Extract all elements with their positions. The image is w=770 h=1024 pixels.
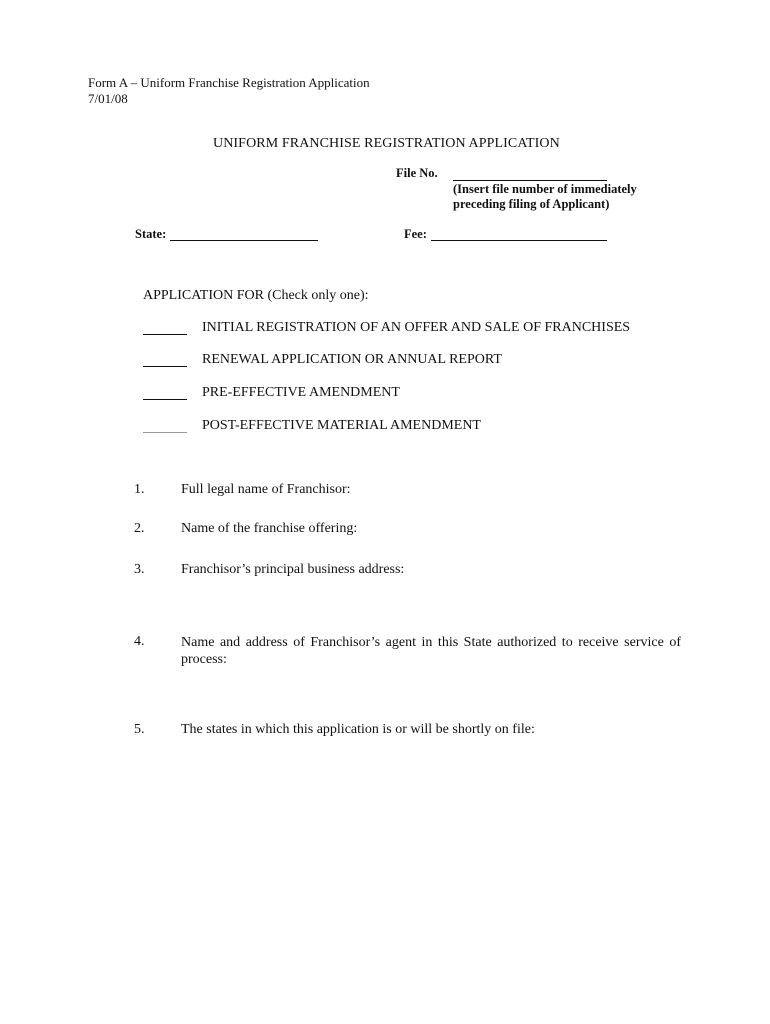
form-date: 7/01/08	[88, 91, 128, 106]
file-no-note-line2: preceding filing of Applicant)	[453, 197, 610, 211]
option-pre-effective-checkbox[interactable]	[143, 387, 187, 400]
page-title: UNIFORM FRANCHISE REGISTRATION APPLICATION	[213, 136, 560, 151]
option-initial-label: INITIAL REGISTRATION OF AN OFFER AND SALE OF FRANCHISES	[202, 320, 631, 335]
item-4-text: Name and address of Franchisor’s agent in this State authorized to receive service of process:	[181, 635, 681, 667]
fee-label: Fee:	[404, 227, 427, 241]
application-for-heading: APPLICATION FOR (Check only one):	[143, 288, 369, 303]
item-5-text: The states in which this application is or will be shortly on file:	[181, 722, 535, 737]
file-no-label: File No.	[396, 166, 438, 180]
item-3-text: Franchisor’s principal business address:	[181, 562, 405, 577]
option-renewal-label: RENEWAL APPLICATION OR ANNUAL REPORT	[202, 352, 502, 367]
file-no-note-line1: (Insert file number of immediately	[453, 182, 637, 196]
item-4-number: 4.	[134, 634, 145, 649]
state-field[interactable]	[170, 227, 318, 241]
item-3-number: 3.	[134, 562, 145, 577]
option-post-effective-checkbox[interactable]	[143, 420, 187, 433]
item-5-number: 5.	[134, 722, 145, 737]
item-2-number: 2.	[134, 521, 145, 536]
file-no-field[interactable]	[453, 167, 607, 181]
item-1-text: Full legal name of Franchisor:	[181, 482, 351, 497]
option-renewal-checkbox[interactable]	[143, 354, 187, 367]
option-initial-checkbox[interactable]	[143, 322, 187, 335]
option-pre-effective-label: PRE-EFFECTIVE AMENDMENT	[202, 385, 400, 400]
option-post-effective-label: POST-EFFECTIVE MATERIAL AMENDMENT	[202, 418, 481, 433]
item-2-text: Name of the franchise offering:	[181, 521, 358, 536]
state-label: State:	[135, 227, 167, 241]
fee-field[interactable]	[431, 227, 607, 241]
form-label: Form A – Uniform Franchise Registration Application	[88, 75, 370, 90]
item-1-number: 1.	[134, 482, 145, 497]
